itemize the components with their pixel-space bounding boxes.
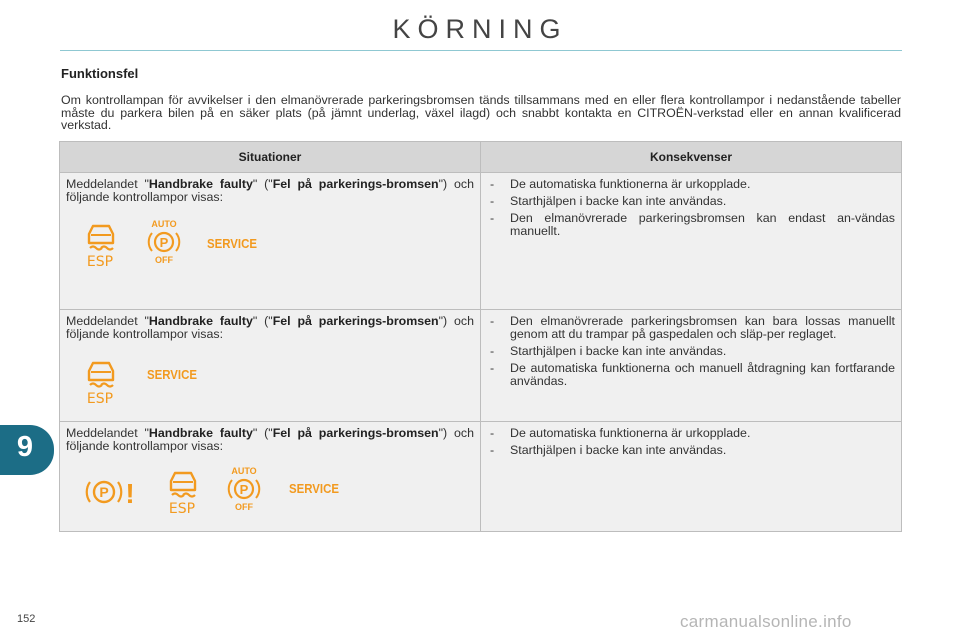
svg-text:ESP: ESP: [86, 254, 114, 270]
svg-text:SERVICE: SERVICE: [147, 367, 198, 382]
warning-lamps: [66, 219, 474, 279]
column-header-situations: Situationer: [60, 142, 481, 173]
svg-text:SERVICE: SERVICE: [207, 236, 258, 251]
consequence-item: - Starthjälpen i backe kan inte användas.: [487, 444, 895, 457]
situation-text: Meddelandet "Handbrake faulty" ("Fel på parkerings-bromsen") och följande kontrollampor visas:: [66, 314, 474, 341]
svg-text:P: P: [239, 482, 249, 497]
svg-text:SERVICE: SERVICE: [289, 481, 340, 496]
consequence-item: - De automatiska funktionerna och manuell åtdragning kan fortfarande användas.: [487, 362, 895, 388]
table-row: [60, 173, 902, 310]
service-icon: [206, 234, 258, 252]
consequence-cell: [481, 310, 902, 422]
esp-icon: [84, 224, 118, 268]
page-number: 152: [17, 613, 36, 625]
warning-lamps: [66, 361, 474, 416]
table-row: [60, 422, 902, 532]
header-divider: [60, 50, 902, 51]
svg-text:OFF: OFF: [235, 502, 253, 512]
svg-text:AUTO: AUTO: [151, 219, 177, 229]
warning-lamps: [66, 466, 474, 526]
watermark: carmanualsonline.info: [680, 612, 852, 631]
esp-icon: [166, 471, 200, 515]
chapter-number: 9: [16, 431, 34, 463]
consequence-item: - De automatiska funktionerna är urkopplade.: [487, 178, 895, 191]
situation-text: Meddelandet "Handbrake faulty" ("Fel på parkerings-bromsen") och följande kontrollampor visas:: [66, 177, 474, 204]
svg-text:ESP: ESP: [168, 501, 196, 517]
fault-table: [59, 141, 902, 532]
consequence-cell: [481, 173, 902, 310]
intro-paragraph: Om kontrollampan för avvikelser i den elmanövrerade parkeringsbromsen tänds tillsammans med en eller flera kontrollampor i nedanstående tabeller måste du parkera bilen på en säker plats (på jämnt underlag, växel ilagd) och snabbt kontakta en CITROËN-verkstad eller en annan kvalificerad verkstad.: [61, 93, 901, 132]
consequence-item: - Den elmanövrerade parkeringsbromsen kan bara lossas manuellt genom att du trampar på gaspedalen och släp-per reglaget.: [487, 315, 895, 341]
consequence-item: - Starthjälpen i backe kan inte användas.: [487, 195, 895, 208]
situation-text: Meddelandet "Handbrake faulty" ("Fel på parkerings-bromsen") och följande kontrollampor visas:: [66, 426, 474, 453]
column-header-consequences: Konsekvenser: [481, 142, 902, 173]
consequence-cell: [481, 422, 902, 532]
svg-text:ESP: ESP: [86, 391, 114, 407]
table-row: [60, 310, 902, 422]
consequence-item: - Starthjälpen i backe kan inte användas.: [487, 345, 895, 358]
service-icon: [146, 365, 198, 383]
situation-cell: [60, 173, 481, 310]
svg-text:OFF: OFF: [155, 255, 173, 265]
table-header-row: [60, 142, 902, 173]
situation-cell: [60, 310, 481, 422]
svg-text:P: P: [99, 484, 109, 500]
service-icon: [288, 479, 340, 497]
consequence-item: - Den elmanövrerade parkeringsbromsen kan endast an-vändas manuellt.: [487, 212, 895, 238]
auto-p-off-icon: [224, 465, 264, 511]
svg-text:AUTO: AUTO: [231, 466, 257, 476]
svg-text:!: !: [125, 478, 135, 509]
svg-text:P: P: [159, 235, 169, 250]
situation-cell: [60, 422, 481, 532]
parking-brake-fault-icon: [84, 475, 138, 509]
auto-p-off-icon: [144, 218, 184, 264]
esp-icon: [84, 361, 118, 405]
section-heading: Funktionsfel: [61, 66, 139, 81]
consequence-item: - De automatiska funktionerna är urkopplade.: [487, 427, 895, 440]
page-title: KÖRNING: [392, 14, 568, 44]
